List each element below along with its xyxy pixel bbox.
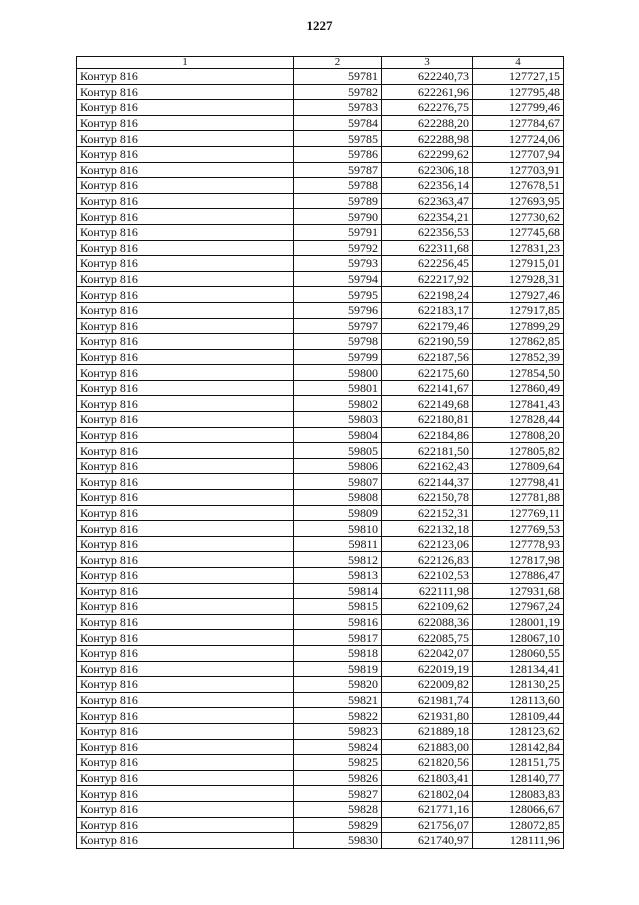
y-coordinate-cell: 127809,64 [473, 458, 564, 474]
y-coordinate-cell: 127817,98 [473, 552, 564, 568]
contour-name-cell: Контур 816 [77, 801, 294, 817]
contour-name-cell: Контур 816 [77, 365, 294, 381]
table-row [77, 661, 564, 677]
y-coordinate-cell: 128111,96 [473, 833, 564, 849]
x-coordinate-cell: 622256,45 [382, 256, 473, 272]
contour-name-cell: Контур 816 [77, 271, 294, 287]
coordinates-table [76, 56, 564, 849]
point-number-cell: 59800 [294, 365, 382, 381]
y-coordinate-cell: 127703,91 [473, 162, 564, 178]
point-number-cell: 59815 [294, 599, 382, 615]
point-number-cell: 59830 [294, 833, 382, 849]
point-number-cell: 59807 [294, 474, 382, 490]
x-coordinate-cell: 621883,00 [382, 739, 473, 755]
point-number-cell: 59820 [294, 677, 382, 693]
table-row [77, 552, 564, 568]
point-number-cell: 59813 [294, 568, 382, 584]
y-coordinate-cell: 127828,44 [473, 412, 564, 428]
x-coordinate-cell: 622306,18 [382, 162, 473, 178]
x-coordinate-cell: 622276,75 [382, 100, 473, 116]
table-row [77, 224, 564, 240]
table-row [77, 770, 564, 786]
contour-name-cell: Контур 816 [77, 630, 294, 646]
table-row [77, 380, 564, 396]
x-coordinate-cell: 621756,07 [382, 817, 473, 833]
table-row [77, 630, 564, 646]
y-coordinate-cell: 127967,24 [473, 599, 564, 615]
y-coordinate-cell: 127831,23 [473, 240, 564, 256]
contour-name-cell: Контур 816 [77, 146, 294, 162]
point-number-cell: 59794 [294, 271, 382, 287]
point-number-cell: 59786 [294, 146, 382, 162]
contour-name-cell: Контур 816 [77, 583, 294, 599]
table-row [77, 708, 564, 724]
x-coordinate-cell: 622152,31 [382, 505, 473, 521]
table-header-row [77, 57, 564, 69]
y-coordinate-cell: 127778,93 [473, 536, 564, 552]
point-number-cell: 59817 [294, 630, 382, 646]
point-number-cell: 59809 [294, 505, 382, 521]
y-coordinate-cell: 127860,49 [473, 380, 564, 396]
y-coordinate-cell: 128113,60 [473, 692, 564, 708]
table-row [77, 69, 564, 85]
contour-name-cell: Контур 816 [77, 661, 294, 677]
x-coordinate-cell: 622356,53 [382, 224, 473, 240]
contour-name-cell: Контур 816 [77, 178, 294, 194]
table-row [77, 271, 564, 287]
point-number-cell: 59805 [294, 443, 382, 459]
y-coordinate-cell: 127781,88 [473, 490, 564, 506]
table-row [77, 412, 564, 428]
x-coordinate-cell: 622261,96 [382, 84, 473, 100]
table-row [77, 505, 564, 521]
point-number-cell: 59796 [294, 302, 382, 318]
x-coordinate-cell: 622217,92 [382, 271, 473, 287]
y-coordinate-cell: 127678,51 [473, 178, 564, 194]
x-coordinate-cell: 622175,60 [382, 365, 473, 381]
x-coordinate-cell: 622111,98 [382, 583, 473, 599]
table-row [77, 786, 564, 802]
contour-name-cell: Контур 816 [77, 474, 294, 490]
point-number-cell: 59793 [294, 256, 382, 272]
table-row [77, 599, 564, 615]
point-number-cell: 59802 [294, 396, 382, 412]
y-coordinate-cell: 127899,29 [473, 318, 564, 334]
y-coordinate-cell: 127928,31 [473, 271, 564, 287]
point-number-cell: 59818 [294, 645, 382, 661]
table-row [77, 287, 564, 303]
point-number-cell: 59824 [294, 739, 382, 755]
y-coordinate-cell: 128109,44 [473, 708, 564, 724]
table-row [77, 334, 564, 350]
table-row [77, 568, 564, 584]
y-coordinate-cell: 127805,82 [473, 443, 564, 459]
point-number-cell: 59811 [294, 536, 382, 552]
contour-name-cell: Контур 816 [77, 599, 294, 615]
table-row [77, 131, 564, 147]
y-coordinate-cell: 127769,11 [473, 505, 564, 521]
table-row [77, 583, 564, 599]
contour-name-cell: Контур 816 [77, 645, 294, 661]
x-coordinate-cell: 622183,17 [382, 302, 473, 318]
x-coordinate-cell: 622354,21 [382, 209, 473, 225]
table-row [77, 490, 564, 506]
x-coordinate-cell: 622109,62 [382, 599, 473, 615]
point-number-cell: 59785 [294, 131, 382, 147]
point-number-cell: 59803 [294, 412, 382, 428]
column-header-3: 3 [382, 57, 473, 69]
point-number-cell: 59790 [294, 209, 382, 225]
point-number-cell: 59792 [294, 240, 382, 256]
x-coordinate-cell: 622240,73 [382, 69, 473, 85]
table-row [77, 178, 564, 194]
contour-name-cell: Контур 816 [77, 521, 294, 537]
y-coordinate-cell: 128140,77 [473, 770, 564, 786]
y-coordinate-cell: 127745,68 [473, 224, 564, 240]
table-row [77, 365, 564, 381]
contour-name-cell: Контур 816 [77, 708, 294, 724]
y-coordinate-cell: 127854,50 [473, 365, 564, 381]
point-number-cell: 59788 [294, 178, 382, 194]
x-coordinate-cell: 621981,74 [382, 692, 473, 708]
contour-name-cell: Контур 816 [77, 552, 294, 568]
table-row [77, 833, 564, 849]
contour-name-cell: Контур 816 [77, 256, 294, 272]
contour-name-cell: Контур 816 [77, 505, 294, 521]
table-row [77, 755, 564, 771]
x-coordinate-cell: 621889,18 [382, 723, 473, 739]
y-coordinate-cell: 128142,84 [473, 739, 564, 755]
y-coordinate-cell: 127852,39 [473, 349, 564, 365]
x-coordinate-cell: 622141,67 [382, 380, 473, 396]
contour-name-cell: Контур 816 [77, 536, 294, 552]
y-coordinate-cell: 127841,43 [473, 396, 564, 412]
x-coordinate-cell: 622150,78 [382, 490, 473, 506]
table-row [77, 240, 564, 256]
contour-name-cell: Контур 816 [77, 458, 294, 474]
contour-name-cell: Контур 816 [77, 84, 294, 100]
x-coordinate-cell: 622299,62 [382, 146, 473, 162]
contour-name-cell: Контур 816 [77, 318, 294, 334]
table-row [77, 801, 564, 817]
point-number-cell: 59806 [294, 458, 382, 474]
x-coordinate-cell: 622311,68 [382, 240, 473, 256]
table-row [77, 443, 564, 459]
table-row [77, 146, 564, 162]
table-row [77, 349, 564, 365]
x-coordinate-cell: 621803,41 [382, 770, 473, 786]
point-number-cell: 59823 [294, 723, 382, 739]
contour-name-cell: Контур 816 [77, 115, 294, 131]
y-coordinate-cell: 127917,85 [473, 302, 564, 318]
x-coordinate-cell: 622149,68 [382, 396, 473, 412]
x-coordinate-cell: 622009,82 [382, 677, 473, 693]
y-coordinate-cell: 128083,83 [473, 786, 564, 802]
x-coordinate-cell: 622179,46 [382, 318, 473, 334]
table-row [77, 209, 564, 225]
table-row [77, 474, 564, 490]
contour-name-cell: Контур 816 [77, 568, 294, 584]
table-row [77, 100, 564, 116]
table-row [77, 677, 564, 693]
x-coordinate-cell: 622198,24 [382, 287, 473, 303]
y-coordinate-cell: 128130,25 [473, 677, 564, 693]
y-coordinate-cell: 127707,94 [473, 146, 564, 162]
point-number-cell: 59827 [294, 786, 382, 802]
contour-name-cell: Контур 816 [77, 614, 294, 630]
point-number-cell: 59799 [294, 349, 382, 365]
point-number-cell: 59787 [294, 162, 382, 178]
x-coordinate-cell: 621771,16 [382, 801, 473, 817]
point-number-cell: 59825 [294, 755, 382, 771]
x-coordinate-cell: 621931,80 [382, 708, 473, 724]
contour-name-cell: Контур 816 [77, 396, 294, 412]
y-coordinate-cell: 127769,53 [473, 521, 564, 537]
x-coordinate-cell: 622184,86 [382, 427, 473, 443]
x-coordinate-cell: 621740,97 [382, 833, 473, 849]
point-number-cell: 59791 [294, 224, 382, 240]
contour-name-cell: Контур 816 [77, 131, 294, 147]
contour-name-cell: Контур 816 [77, 677, 294, 693]
contour-name-cell: Контур 816 [77, 334, 294, 350]
x-coordinate-cell: 622132,18 [382, 521, 473, 537]
y-coordinate-cell: 128060,55 [473, 645, 564, 661]
point-number-cell: 59822 [294, 708, 382, 724]
y-coordinate-cell: 127862,85 [473, 334, 564, 350]
y-coordinate-cell: 128134,41 [473, 661, 564, 677]
x-coordinate-cell: 622085,75 [382, 630, 473, 646]
contour-name-cell: Контур 816 [77, 755, 294, 771]
point-number-cell: 59821 [294, 692, 382, 708]
point-number-cell: 59812 [294, 552, 382, 568]
point-number-cell: 59808 [294, 490, 382, 506]
y-coordinate-cell: 127931,68 [473, 583, 564, 599]
y-coordinate-cell: 127799,46 [473, 100, 564, 116]
contour-name-cell: Контур 816 [77, 723, 294, 739]
contour-name-cell: Контур 816 [77, 224, 294, 240]
contour-name-cell: Контур 816 [77, 193, 294, 209]
table-row [77, 723, 564, 739]
point-number-cell: 59810 [294, 521, 382, 537]
contour-name-cell: Контур 816 [77, 349, 294, 365]
y-coordinate-cell: 127915,01 [473, 256, 564, 272]
y-coordinate-cell: 128066,67 [473, 801, 564, 817]
y-coordinate-cell: 127808,20 [473, 427, 564, 443]
x-coordinate-cell: 622126,83 [382, 552, 473, 568]
x-coordinate-cell: 622019,19 [382, 661, 473, 677]
contour-name-cell: Контур 816 [77, 287, 294, 303]
contour-name-cell: Контур 816 [77, 739, 294, 755]
y-coordinate-cell: 127727,15 [473, 69, 564, 85]
point-number-cell: 59814 [294, 583, 382, 599]
contour-name-cell: Контур 816 [77, 427, 294, 443]
table-body [77, 69, 564, 849]
table-row [77, 521, 564, 537]
contour-name-cell: Контур 816 [77, 443, 294, 459]
contour-name-cell: Контур 816 [77, 240, 294, 256]
column-header-1: 1 [77, 57, 294, 69]
contour-name-cell: Контур 816 [77, 380, 294, 396]
y-coordinate-cell: 127784,67 [473, 115, 564, 131]
column-header-2: 2 [294, 57, 382, 69]
y-coordinate-cell: 128151,75 [473, 755, 564, 771]
point-number-cell: 59782 [294, 84, 382, 100]
table-row [77, 256, 564, 272]
point-number-cell: 59826 [294, 770, 382, 786]
table-row [77, 614, 564, 630]
table-row [77, 318, 564, 334]
contour-name-cell: Контур 816 [77, 770, 294, 786]
contour-name-cell: Контур 816 [77, 302, 294, 318]
point-number-cell: 59816 [294, 614, 382, 630]
page-number: 1227 [306, 18, 333, 33]
x-coordinate-cell: 622042,07 [382, 645, 473, 661]
table-row [77, 739, 564, 755]
point-number-cell: 59798 [294, 334, 382, 350]
y-coordinate-cell: 127927,46 [473, 287, 564, 303]
x-coordinate-cell: 622356,14 [382, 178, 473, 194]
y-coordinate-cell: 127795,48 [473, 84, 564, 100]
y-coordinate-cell: 127798,41 [473, 474, 564, 490]
y-coordinate-cell: 127730,62 [473, 209, 564, 225]
point-number-cell: 59795 [294, 287, 382, 303]
table-row [77, 458, 564, 474]
table-row [77, 692, 564, 708]
x-coordinate-cell: 621820,56 [382, 755, 473, 771]
point-number-cell: 59801 [294, 380, 382, 396]
contour-name-cell: Контур 816 [77, 692, 294, 708]
x-coordinate-cell: 622288,98 [382, 131, 473, 147]
x-coordinate-cell: 622181,50 [382, 443, 473, 459]
table-row [77, 817, 564, 833]
table-row [77, 162, 564, 178]
table-row [77, 115, 564, 131]
contour-name-cell: Контур 816 [77, 100, 294, 116]
y-coordinate-cell: 127886,47 [473, 568, 564, 584]
table-row [77, 302, 564, 318]
point-number-cell: 59819 [294, 661, 382, 677]
column-header-4: 4 [473, 57, 564, 69]
x-coordinate-cell: 622162,43 [382, 458, 473, 474]
y-coordinate-cell: 127693,95 [473, 193, 564, 209]
x-coordinate-cell: 622288,20 [382, 115, 473, 131]
contour-name-cell: Контур 816 [77, 162, 294, 178]
contour-name-cell: Контур 816 [77, 490, 294, 506]
x-coordinate-cell: 622102,53 [382, 568, 473, 584]
table-row [77, 427, 564, 443]
x-coordinate-cell: 621802,04 [382, 786, 473, 802]
x-coordinate-cell: 622123,06 [382, 536, 473, 552]
point-number-cell: 59829 [294, 817, 382, 833]
x-coordinate-cell: 622187,56 [382, 349, 473, 365]
point-number-cell: 59804 [294, 427, 382, 443]
contour-name-cell: Контур 816 [77, 786, 294, 802]
x-coordinate-cell: 622363,47 [382, 193, 473, 209]
x-coordinate-cell: 622180,81 [382, 412, 473, 428]
point-number-cell: 59781 [294, 69, 382, 85]
y-coordinate-cell: 128072,85 [473, 817, 564, 833]
contour-name-cell: Контур 816 [77, 69, 294, 85]
table-row [77, 536, 564, 552]
x-coordinate-cell: 622190,59 [382, 334, 473, 350]
point-number-cell: 59784 [294, 115, 382, 131]
point-number-cell: 59789 [294, 193, 382, 209]
contour-name-cell: Контур 816 [77, 412, 294, 428]
y-coordinate-cell: 128067,10 [473, 630, 564, 646]
y-coordinate-cell: 128123,62 [473, 723, 564, 739]
point-number-cell: 59797 [294, 318, 382, 334]
x-coordinate-cell: 622088,36 [382, 614, 473, 630]
contour-name-cell: Контур 816 [77, 817, 294, 833]
x-coordinate-cell: 622144,37 [382, 474, 473, 490]
table-row [77, 193, 564, 209]
contour-name-cell: Контур 816 [77, 209, 294, 225]
table-row [77, 84, 564, 100]
point-number-cell: 59828 [294, 801, 382, 817]
table-row [77, 645, 564, 661]
y-coordinate-cell: 128001,19 [473, 614, 564, 630]
table-row [77, 396, 564, 412]
point-number-cell: 59783 [294, 100, 382, 116]
y-coordinate-cell: 127724,06 [473, 131, 564, 147]
contour-name-cell: Контур 816 [77, 833, 294, 849]
